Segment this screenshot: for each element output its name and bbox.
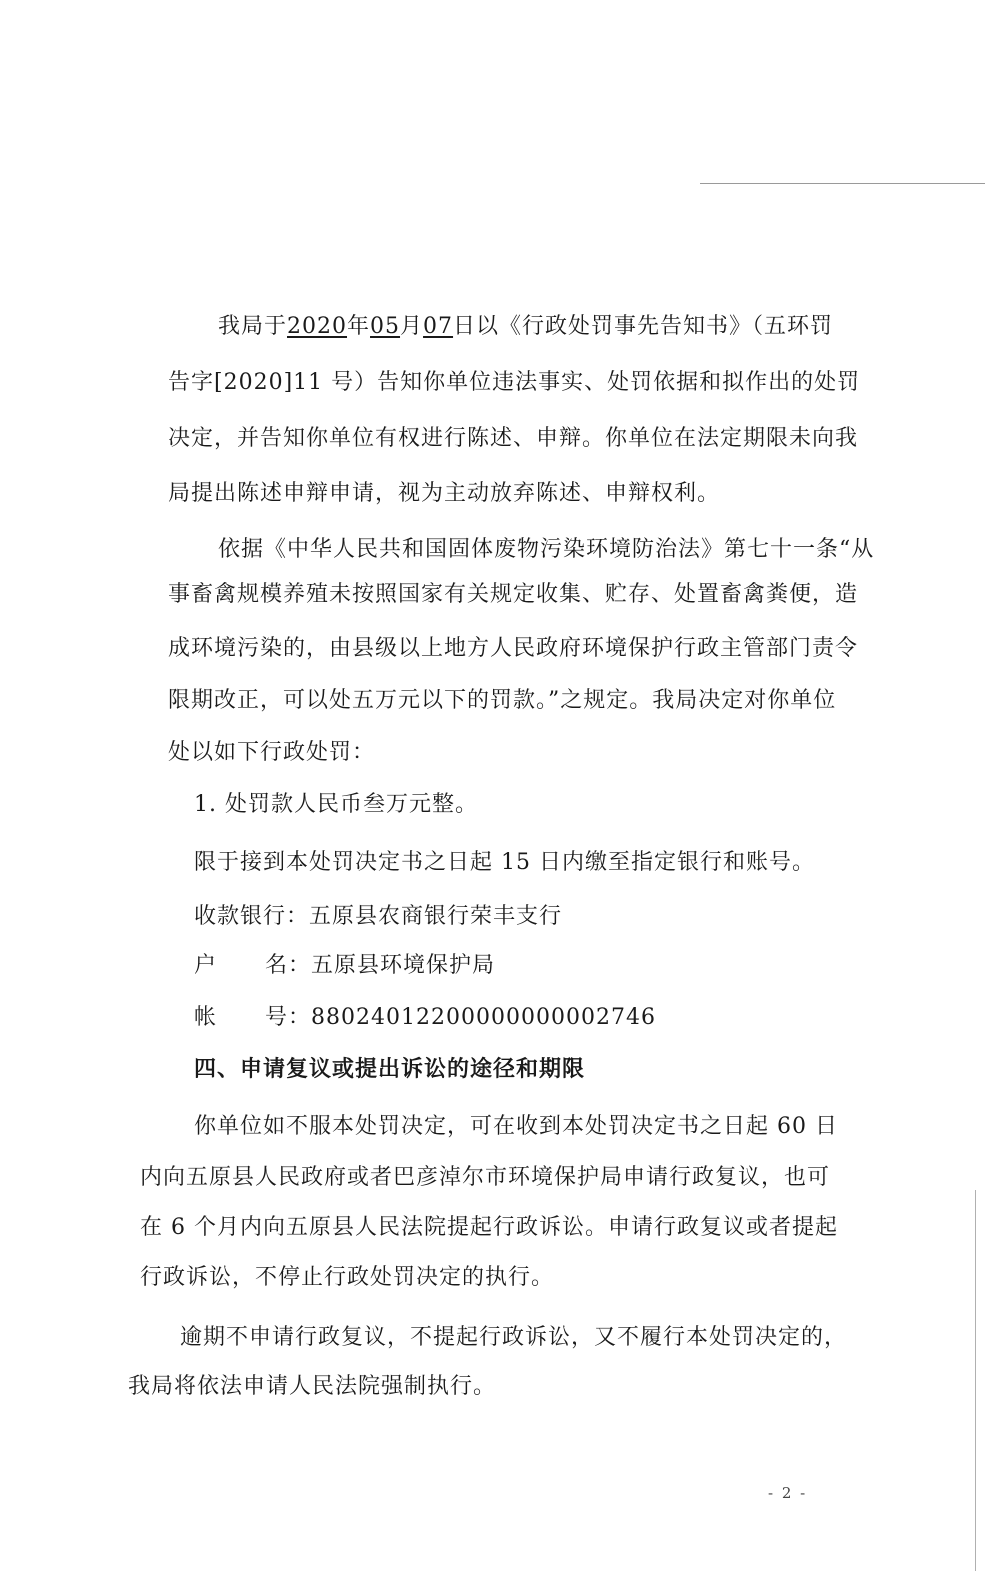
para1-line3: 决定，并告知你单位有权进行陈述、申辩。你单位在法定期限未向我 <box>168 426 859 451</box>
month-unit: 月 <box>400 314 424 339</box>
section4-p1-line4: 行政诉讼，不停止行政处罚决定的执行。 <box>140 1265 555 1290</box>
page-number: - 2 - <box>768 1484 808 1502</box>
scan-artifact-line <box>700 183 985 184</box>
section4-p2-line1: 逾期不申请行政复议，不提起行政诉讼，又不履行本处罚决定的， <box>180 1325 848 1350</box>
para2-line5: 处以如下行政处罚： <box>168 740 376 765</box>
notice-month: 05 <box>370 314 401 339</box>
year-unit: 年 <box>347 314 371 339</box>
account-name-row <box>194 951 495 981</box>
para2-line1: 依据《中华人民共和国固体废物污染环境防治法》第七十一条“从 <box>218 537 875 562</box>
section4-p2-line2: 我局将依法申请人民法院强制执行。 <box>128 1374 497 1399</box>
para1-text: 我局于 <box>218 314 288 339</box>
para2-line3: 成环境污染的，由县级以上地方人民政府环境保护行政主管部门责令 <box>168 636 859 661</box>
section4-p1-line3: 在 6 个月内向五原县人民法院提起行政诉讼。申请行政复议或者提起 <box>140 1215 838 1240</box>
notice-year: 2020 <box>287 314 348 339</box>
para1-line4: 局提出陈述申辩申请，视为主动放弃陈述、申辩权利。 <box>168 481 721 506</box>
account-name-value: 五原县环境保护局 <box>311 953 496 978</box>
account-number-row <box>194 1003 656 1033</box>
payment-deadline: 限于接到本处罚决定书之日起 15 日内缴至指定银行和账号。 <box>194 850 815 875</box>
para1-text-tail: 日以《行政处罚事先告知书》（五环罚 <box>453 314 834 339</box>
para2-line4: 限期改正，可以处五万元以下的罚款。”之规定。我局决定对你单位 <box>168 688 837 713</box>
para1-line1 <box>218 312 833 342</box>
bank-value: 五原县农商银行荣丰支行 <box>309 904 563 929</box>
account-number-label-b: 号： <box>265 1005 312 1030</box>
account-name-label-b: 名： <box>265 953 312 978</box>
penalty-item-1: 1. 处罚款人民币叁万元整。 <box>194 792 478 817</box>
para2-line2: 事畜禽规模养殖未按照国家有关规定收集、贮存、处置畜禽粪便，造 <box>168 582 859 607</box>
bank-label: 收款银行： <box>194 904 310 929</box>
account-number-label-a: 帐 <box>194 1005 218 1030</box>
section4-p1-line2: 内向五原县人民政府或者巴彦淖尔市环境保护局申请行政复议，也可 <box>140 1165 831 1190</box>
scan-artifact-edge <box>975 1190 976 1571</box>
bank-row <box>194 902 562 932</box>
para1-line2: 告字[2020]11 号）告知你单位违法事实、处罚依据和拟作出的处罚 <box>168 370 861 395</box>
account-name-label-a: 户 <box>194 953 218 978</box>
notice-day: 07 <box>423 314 454 339</box>
section4-heading: 四、申请复议或提出诉讼的途径和期限 <box>194 1057 586 1082</box>
account-number-value: 88024012200000000002746 <box>311 1005 656 1030</box>
section4-p1-line1: 你单位如不服本处罚决定，可在收到本处罚决定书之日起 60 日 <box>194 1114 838 1139</box>
